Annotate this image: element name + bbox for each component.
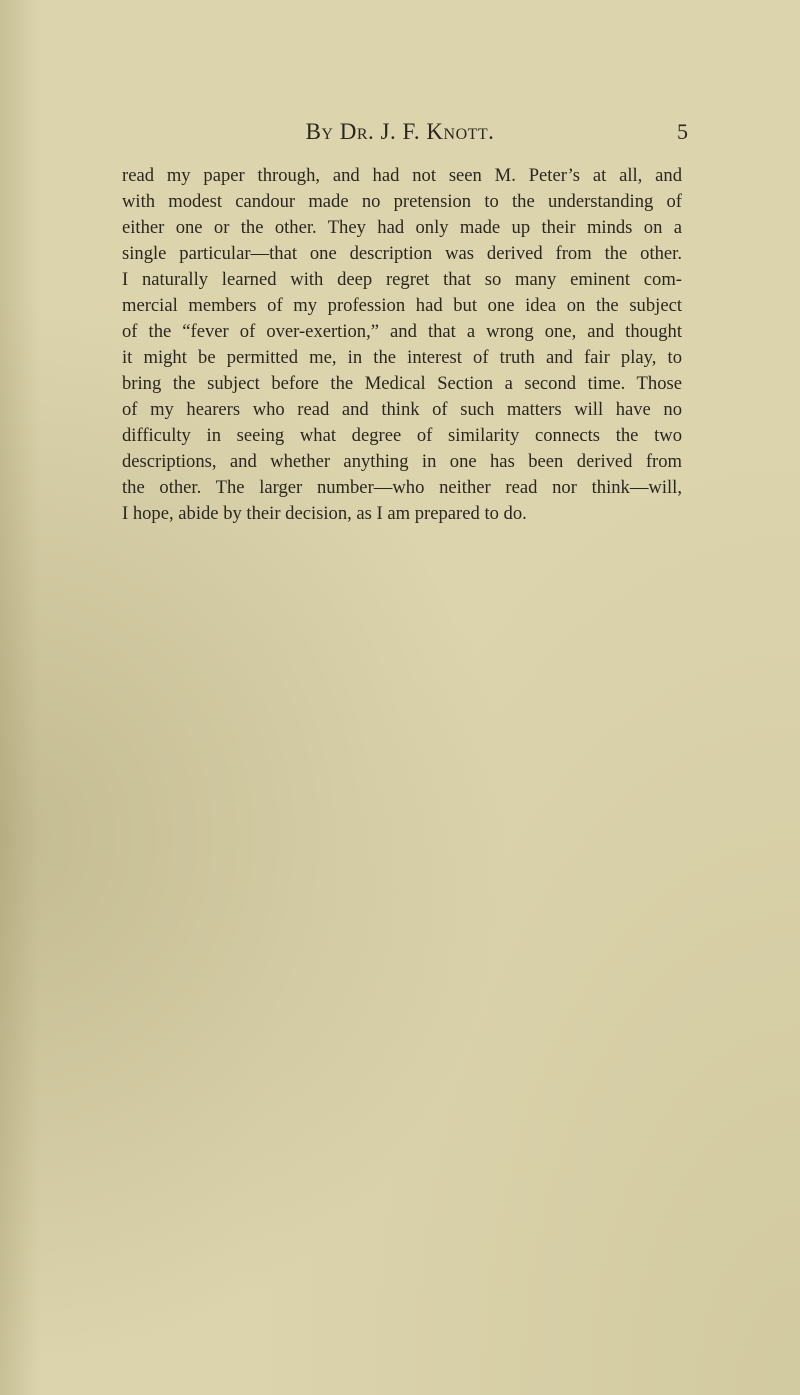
text-line: single particular—that one description was derived from the other. (122, 243, 682, 264)
running-head: By Dr. J. F. Knott. (305, 119, 495, 144)
text-line: difficulty in seeing what degree of similarity connects the two (122, 425, 682, 446)
text-line: I hope, abide by their decision, as I am prepared to do. (122, 503, 527, 524)
text-line: I naturally learned with deep regret that so many eminent com- (122, 269, 682, 290)
text-line: either one or the other. They had only made up their minds on a (122, 217, 682, 238)
text-line: it might be permitted me, in the interest of truth and fair play, to (122, 347, 682, 368)
text-line: the other. The larger number—who neither read nor think—will, (122, 477, 682, 498)
text-line: bring the subject before the Medical Section a second time. Those (122, 373, 682, 394)
text-line: read my paper through, and had not seen M. Peter’s at all, and (122, 165, 682, 186)
text-line: descriptions, and whether anything in one has been derived from (122, 451, 682, 472)
text-line: with modest candour made no pretension to the understanding of (122, 191, 682, 212)
text-line: mercial members of my profession had but one idea on the subject (122, 295, 682, 316)
page-header (0, 116, 800, 148)
text-line: of the “fever of over-exertion,” and that a wrong one, and thought (122, 321, 682, 342)
page-number: 5 (677, 119, 688, 144)
body-paragraph (122, 163, 682, 527)
text-line: of my hearers who read and think of such matters will have no (122, 399, 682, 420)
